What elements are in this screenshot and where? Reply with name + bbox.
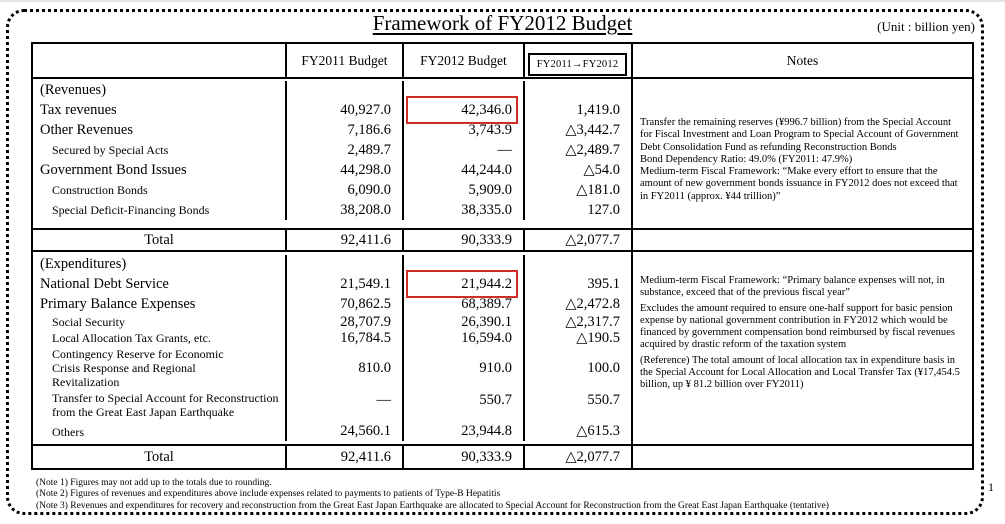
column-header-change <box>525 44 631 77</box>
footnotes <box>36 478 966 512</box>
change-value: 1,419.0 <box>576 101 620 118</box>
fy2011-value: 70,862.5 <box>287 294 404 314</box>
revenues-notes-cell <box>631 79 972 228</box>
change-value: △190.5 <box>576 329 620 346</box>
page-title: Framework of FY2012 Budget <box>372 11 633 35</box>
table-header-row <box>33 44 972 79</box>
revenues-section <box>33 79 972 228</box>
change-value: △54.0 <box>583 161 620 178</box>
note-text: (Reference) The total amount of local allocation tax in expenditure basis in the Special Account for Local Allocation and Local Transfer Tax (¥17,454.5 billion, up ¥ 81.2 billion over FY2011) <box>640 354 960 391</box>
fy2012-value: 550.7 <box>404 390 525 422</box>
expenditures-total-row <box>33 444 972 468</box>
row-label: Tax revenues <box>33 100 287 120</box>
footnote: (Note 1) Figures may not add up to the totals due to rounding. <box>36 478 272 488</box>
fy2011-value: 810.0 <box>287 346 404 390</box>
note-text: Excludes the amount required to ensure one-half support for basic pension expense by national government contribution in FY2012 which would be financed by government compensation bond reimbursed by fiscal revenues acquired by drastic reform of the taxation system <box>640 302 955 351</box>
total-label: Total <box>33 446 287 468</box>
fy2012-value: 68,389.7 <box>404 294 525 314</box>
section-label: (Expenditures) <box>33 255 287 274</box>
change-total: △2,077.7 <box>565 231 620 248</box>
fy2011-value: 38,208.0 <box>287 200 404 220</box>
table-row <box>33 422 631 441</box>
expenditures-notes-cell <box>631 252 972 444</box>
fy2011-value: 16,784.5 <box>287 330 404 346</box>
change-value: △2,317.7 <box>565 313 620 330</box>
fy2012-value: 16,594.0 <box>404 330 525 346</box>
fy2011-value: 24,560.1 <box>287 422 404 441</box>
fy2011-total: 92,411.6 <box>287 230 404 250</box>
change-total: △2,077.7 <box>565 448 620 465</box>
revenues-total-row <box>33 228 972 252</box>
change-value: 550.7 <box>587 392 620 408</box>
row-label: National Debt Service <box>33 274 287 294</box>
row-label: Others <box>33 422 287 441</box>
expenditures-section <box>33 252 972 444</box>
row-label: Local Allocation Tax Grants, etc. <box>33 330 287 346</box>
change-value: △2,489.7 <box>565 141 620 158</box>
total-label: Total <box>33 230 287 250</box>
row-label: Contingency Reserve for Economic Crisis Response and Regional Revitalization <box>33 346 287 390</box>
table-row <box>33 160 631 180</box>
empty-notes-cell <box>631 446 972 468</box>
fy2011-value: 28,707.9 <box>287 314 404 330</box>
change-value: 127.0 <box>587 201 620 218</box>
fy2011-value: — <box>287 390 404 422</box>
column-header-fy2011: FY2011 Budget <box>287 44 404 77</box>
row-label: Construction Bonds <box>33 180 287 200</box>
section-row <box>33 255 631 274</box>
fy2012-value: 5,909.0 <box>404 180 525 200</box>
fy2011-value: 6,090.0 <box>287 180 404 200</box>
section-label: (Revenues) <box>33 81 287 100</box>
row-label: Secured by Special Acts <box>33 140 287 160</box>
table-row <box>33 180 631 200</box>
table-row <box>33 346 631 390</box>
table-row <box>33 390 631 422</box>
fy2012-value: 23,944.8 <box>404 422 525 441</box>
page-number: 1 <box>988 480 994 494</box>
row-label: Government Bond Issues <box>33 160 287 180</box>
fy2012-value: 3,743.9 <box>404 120 525 140</box>
change-value: 100.0 <box>587 359 620 376</box>
row-label: Special Deficit-Financing Bonds <box>33 200 287 220</box>
change-value: △2,472.8 <box>565 295 620 312</box>
table-row <box>33 120 631 140</box>
table-row <box>33 274 631 294</box>
table-row <box>33 314 631 330</box>
fy2011-total: 92,411.6 <box>287 446 404 468</box>
column-header-fy2012: FY2012 Budget <box>404 44 525 77</box>
fy2012-total: 90,333.9 <box>404 446 525 468</box>
note-text: Medium-term Fiscal Framework: “Primary balance expenses will not, in substance, exceed that of the previous fiscal year” <box>640 275 945 299</box>
fy2012-value: 26,390.1 <box>404 314 525 330</box>
unit-label: (Unit : billion yen) <box>877 19 975 34</box>
scan-edge-line <box>0 0 1005 2</box>
empty-notes-cell <box>631 230 972 250</box>
fy2012-value: 38,335.0 <box>404 200 525 220</box>
column-header-notes: Notes <box>631 44 972 77</box>
change-header-box: FY2011→FY2012 <box>528 53 627 76</box>
table-row <box>33 140 631 160</box>
row-label: Primary Balance Expenses <box>33 294 287 314</box>
fy2011-value: 44,298.0 <box>287 160 404 180</box>
note-text: Bond Dependency Ratio: 49.0% (FY2011: 47.9%) <box>640 153 853 165</box>
row-label: Social Security <box>33 314 287 330</box>
table-row <box>33 330 631 346</box>
fy2011-value: 40,927.0 <box>287 100 404 120</box>
column-header-blank <box>33 44 287 77</box>
table-row <box>33 100 631 120</box>
change-value: △615.3 <box>576 423 620 439</box>
note-text: Medium-term Fiscal Framework: “Make every effort to ensure that the amount of new government bonds issuance in FY2012 does not exceed that in FY2011 (approx. ¥44 trillion)” <box>640 166 958 202</box>
footnote: (Note 2) Figures of revenues and expenditures above include expenses related to payments to patients of Type-B Hepatitis <box>36 489 501 500</box>
fy2011-value: 21,549.1 <box>287 274 404 294</box>
fy2012-value: 42,346.0 <box>404 100 525 120</box>
row-label: Transfer to Special Account for Reconstruction from the Great East Japan Earthquake <box>33 390 287 422</box>
fy2012-value: 21,944.2 <box>404 274 525 294</box>
fy2012-value: 44,244.0 <box>404 160 525 180</box>
budget-table <box>31 42 974 470</box>
change-value: 395.1 <box>587 275 620 292</box>
row-label: Other Revenues <box>33 120 287 140</box>
note-text: Transfer the remaining reserves (¥996.7 billion) from the Special Account for Fiscal Investment and Loan Program to Special Account of Government Debt Consolidation Fund as refunding Reconstruction Bonds <box>640 117 959 153</box>
footnote: (Note 3) Revenues and expenditures for recovery and reconstruction from the Great East Japan Earthquake are allocated to Special Account for Reconstruction from the Great East Japan Earthquake (tentative) <box>36 500 829 511</box>
fy2012-total: 90,333.9 <box>404 230 525 250</box>
change-value: △3,442.7 <box>565 121 620 138</box>
change-value: △181.0 <box>576 181 620 198</box>
table-row <box>33 294 631 314</box>
fy2011-value: 2,489.7 <box>287 140 404 160</box>
fy2012-value: 910.0 <box>404 346 525 390</box>
section-row <box>33 81 631 100</box>
fy2011-value: 7,186.6 <box>287 120 404 140</box>
table-row <box>33 200 631 220</box>
fy2012-value: — <box>404 140 525 160</box>
